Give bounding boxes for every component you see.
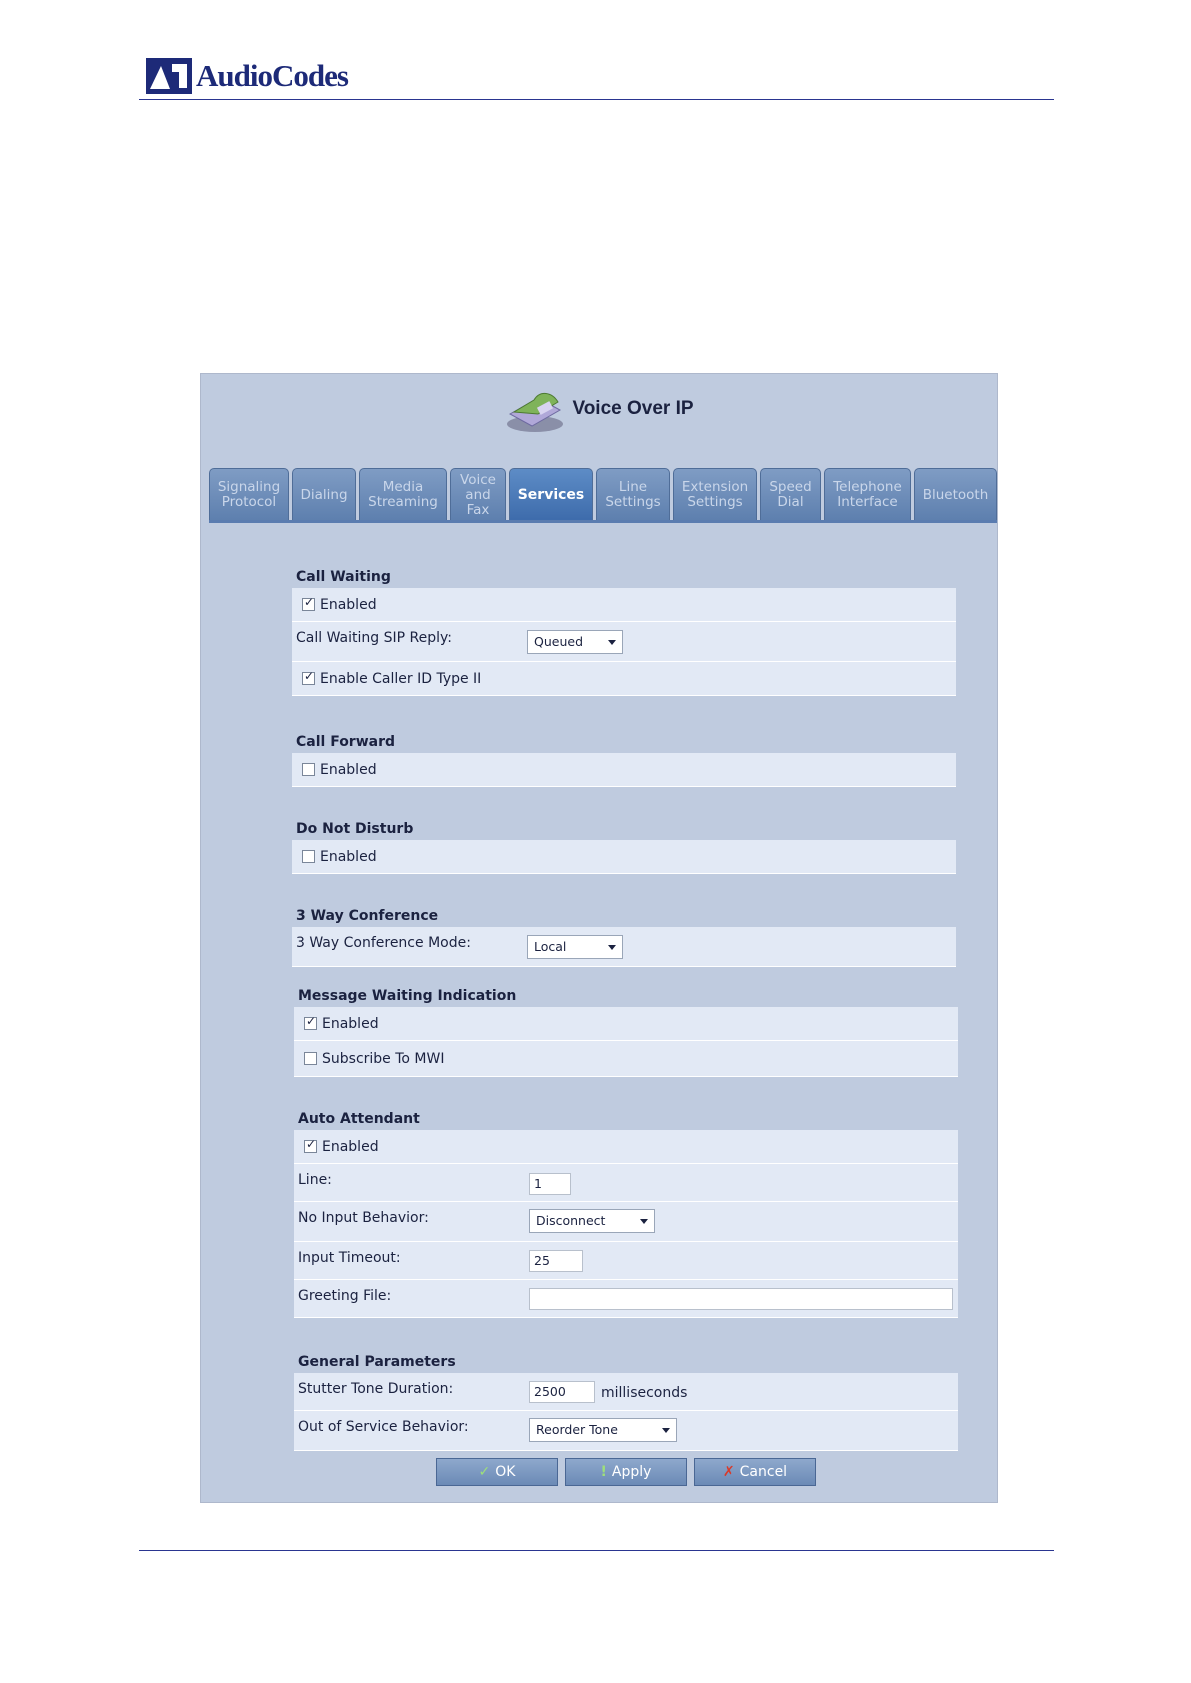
- apply-button-label: Apply: [611, 1464, 652, 1480]
- call-waiting-sip-reply-row: [292, 622, 956, 662]
- aa-line-row: [294, 1164, 958, 1202]
- apply-button[interactable]: [565, 1458, 687, 1486]
- tab-signaling-protocol[interactable]: Signaling Protocol: [209, 468, 289, 521]
- conference-mode-value: Local: [534, 939, 567, 954]
- cancel-icon: ✗: [722, 1464, 735, 1480]
- mwi-subscribe-label: Subscribe To MWI: [322, 1050, 445, 1067]
- chevron-down-icon: [608, 640, 616, 645]
- ip-phone-icon: [504, 384, 566, 434]
- chevron-down-icon: [608, 945, 616, 950]
- apply-icon: !: [600, 1464, 607, 1480]
- aa-timeout-row: [294, 1242, 958, 1280]
- conference-mode-select[interactable]: [527, 935, 623, 959]
- call-waiting-enabled-label: Enabled: [320, 596, 377, 613]
- section-call-waiting: Call Waiting: [296, 569, 391, 585]
- stutter-tone-unit: milliseconds: [601, 1385, 688, 1401]
- aa-greeting-label: Greeting File:: [298, 1288, 392, 1304]
- aa-line-label: Line:: [298, 1172, 332, 1188]
- page-title: Voice Over IP: [572, 398, 694, 419]
- call-waiting-sip-reply-value: Queued: [534, 634, 583, 649]
- conference-mode-row: [292, 927, 956, 967]
- chevron-down-icon: [662, 1428, 670, 1433]
- aa-timeout-input[interactable]: 25: [529, 1250, 583, 1272]
- ok-button-label: OK: [495, 1464, 516, 1480]
- cancel-button[interactable]: [694, 1458, 816, 1486]
- tab-telephone-interface[interactable]: Telephone Interface: [824, 468, 911, 521]
- aa-enabled-row: [294, 1130, 958, 1164]
- dnd-enabled-row: [292, 840, 956, 874]
- section-auto-attendant: Auto Attendant: [298, 1111, 420, 1127]
- cancel-button-label: Cancel: [739, 1464, 788, 1480]
- mwi-enabled-checkbox[interactable]: [304, 1017, 317, 1030]
- call-forward-enabled-checkbox[interactable]: [302, 763, 315, 776]
- section-general-parameters: General Parameters: [298, 1354, 456, 1370]
- out-of-service-row: [294, 1411, 958, 1451]
- call-waiting-enabled-row: [292, 588, 956, 622]
- stutter-tone-input[interactable]: 2500: [529, 1381, 595, 1403]
- logo-text: AudioCodes: [196, 58, 348, 93]
- conference-mode-label: 3 Way Conference Mode:: [296, 935, 471, 951]
- mwi-subscribe-checkbox[interactable]: [304, 1052, 317, 1065]
- call-forward-enabled-row: [292, 753, 956, 787]
- aa-no-input-value: Disconnect: [536, 1213, 606, 1228]
- section-message-waiting-indication: Message Waiting Indication: [298, 988, 517, 1004]
- tab-line-settings[interactable]: Line Settings: [596, 468, 670, 521]
- mwi-subscribe-row: [294, 1041, 958, 1077]
- tab-dialing[interactable]: Dialing: [292, 468, 356, 521]
- check-icon: ✓: [478, 1464, 491, 1480]
- tab-voice-and-fax[interactable]: Voice and Fax: [450, 468, 506, 521]
- caller-id-checkbox[interactable]: [302, 672, 315, 685]
- caller-id-label: Enable Caller ID Type II: [320, 670, 482, 687]
- footer-rule: [139, 1550, 1054, 1551]
- call-waiting-sip-reply-select[interactable]: [527, 630, 623, 654]
- aa-greeting-row: [294, 1280, 958, 1318]
- mwi-enabled-label: Enabled: [322, 1015, 379, 1032]
- aa-no-input-select[interactable]: [529, 1209, 655, 1233]
- out-of-service-value: Reorder Tone: [536, 1422, 618, 1437]
- ok-button[interactable]: [436, 1458, 558, 1486]
- out-of-service-label: Out of Service Behavior:: [298, 1419, 469, 1435]
- call-forward-enabled-label: Enabled: [320, 761, 377, 778]
- audiocodes-logo: [146, 56, 348, 96]
- out-of-service-select[interactable]: [529, 1418, 677, 1442]
- tab-underline: [209, 520, 997, 523]
- aa-no-input-row: [294, 1202, 958, 1242]
- aa-no-input-label: No Input Behavior:: [298, 1210, 429, 1226]
- mwi-enabled-row: [294, 1007, 958, 1041]
- tab-bar: [209, 468, 997, 521]
- section-call-forward: Call Forward: [296, 734, 396, 750]
- aa-timeout-label: Input Timeout:: [298, 1250, 401, 1266]
- dnd-enabled-label: Enabled: [320, 848, 377, 865]
- section-3-way-conference: 3 Way Conference: [296, 908, 439, 924]
- section-do-not-disturb: Do Not Disturb: [296, 821, 414, 837]
- caller-id-row: [292, 662, 956, 696]
- voip-settings-panel: [200, 373, 998, 1503]
- aa-greeting-file-input[interactable]: [529, 1288, 953, 1310]
- tab-speed-dial[interactable]: Speed Dial: [760, 468, 821, 521]
- stutter-tone-label: Stutter Tone Duration:: [298, 1381, 454, 1397]
- tab-bluetooth[interactable]: Bluetooth: [914, 468, 997, 521]
- stutter-tone-row: [294, 1373, 958, 1411]
- dnd-enabled-checkbox[interactable]: [302, 850, 315, 863]
- panel-header: [201, 384, 997, 434]
- tab-media-streaming[interactable]: Media Streaming: [359, 468, 447, 521]
- aa-enabled-checkbox[interactable]: [304, 1140, 317, 1153]
- tab-services[interactable]: Services: [509, 468, 593, 521]
- audiocodes-logo-icon: [146, 58, 192, 94]
- call-waiting-enabled-checkbox[interactable]: [302, 598, 315, 611]
- chevron-down-icon: [640, 1219, 648, 1224]
- header-rule: [139, 99, 1054, 100]
- call-waiting-sip-reply-label: Call Waiting SIP Reply:: [296, 630, 452, 646]
- aa-line-input[interactable]: 1: [529, 1173, 571, 1195]
- aa-enabled-label: Enabled: [322, 1138, 379, 1155]
- tab-extension-settings[interactable]: Extension Settings: [673, 468, 757, 521]
